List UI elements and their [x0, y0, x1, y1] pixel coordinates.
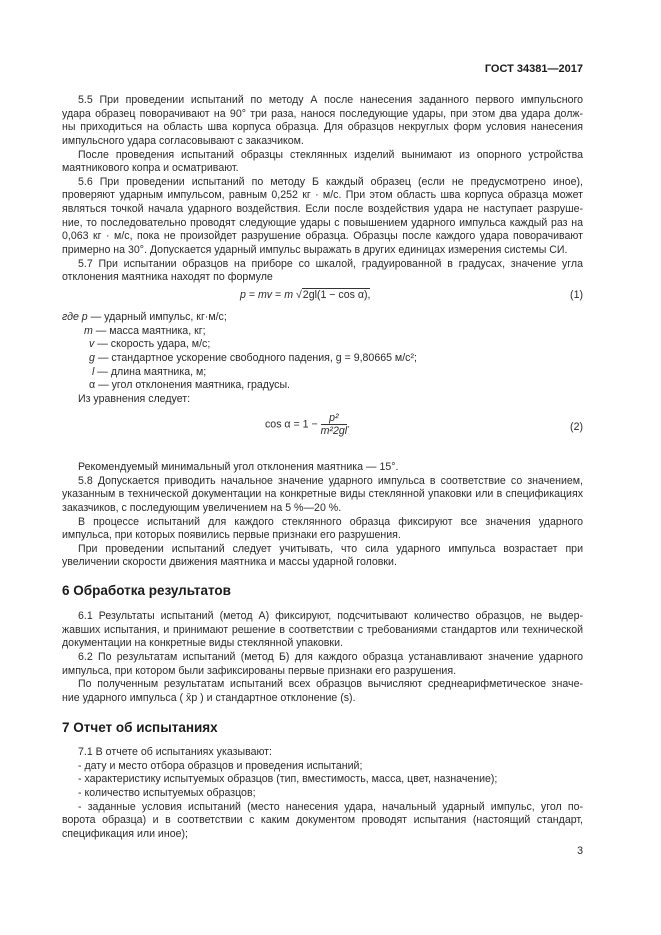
paragraph-line: примерно на 30°. Допускается ударный импульс выражать в других единицах измерения системы СИ. [62, 244, 568, 257]
paragraph-line: импульса, при которых появились первые признаки его разрушения. [62, 529, 401, 542]
paragraph-line: Рекомендуемый минимальный угол отклонения маятника — 15°. [78, 461, 399, 473]
formula-1 [62, 289, 583, 309]
formula-1-radicand: 2gl(1 − cos α), [302, 289, 371, 301]
legend-symbol: где p [62, 311, 88, 323]
paragraph-line: отклонения маятника находят по формуле [62, 271, 273, 284]
legend-symbol: α [89, 379, 96, 392]
legend-text: — длина маятника, м; [94, 365, 207, 378]
formula-1-mv: mv [257, 289, 273, 301]
formula-2-number: (2) [570, 421, 583, 433]
legend-text: — стандартное ускорение свободного падения, g = 9,80665 м/с²; [94, 351, 417, 364]
legend-text: — масса маятника, кг; [92, 324, 206, 337]
paragraph-line: 5.6 При проведении испытаний по методу Б каждый образец (если не предусмотрено иное), [78, 175, 583, 188]
formula-1-m: m [284, 289, 296, 301]
formula-2-denominator: m²2gl [320, 425, 348, 437]
page-number: 3 [577, 845, 583, 857]
paragraph-line: являться точкой начала ударного воздействия. Если после воздействия удара не наступает разруше- [62, 203, 583, 216]
legend-item [62, 366, 417, 380]
legend-item [62, 311, 417, 325]
legend-item [62, 338, 417, 352]
paragraph-line: импульсного удара согласовывают с заказчиком. [62, 134, 304, 147]
document-id-header: ГОСТ 34381—2017 [484, 63, 583, 75]
formula-2-period: . [347, 418, 351, 431]
paragraph-line: - характеристику испытуемых образцов (тип, вместимость, масса, цвет, назначение); [78, 773, 498, 786]
paragraph-line: маятникового копра и осматривают. [62, 162, 239, 175]
paragraph-line: жавших испытания, и принимают решение в соответствии с требованиями стандартов или технической [62, 623, 583, 636]
sqrt-sign: √ [295, 289, 302, 301]
paragraph-line: ние, то последовательно проводят следующие удары с повышением ударного импульса каждый раз на [62, 216, 583, 229]
paragraph-line: По полученным результатам испытаний всех образцов вычисляют среднеарифметическое значе- [78, 678, 583, 691]
paragraph-line: заказчиков, с последующим увеличением на 5 %—20 %. [62, 501, 342, 514]
paragraph-line: 6.1 Результаты испытаний (метод А) фиксируют, подсчитывают количество образцов, не выдер- [78, 610, 583, 622]
paragraph-line: - количество испытуемых образцов; [78, 786, 256, 799]
paragraph-line: удара образец поворачивают на 90° три раза, нанося последующие удары, при этом два удара долж- [62, 107, 583, 120]
paragraph-line: - дату и место отбора образцов и проведения испытаний; [78, 759, 363, 772]
symbol-legend [62, 311, 417, 406]
legend-item [62, 379, 417, 393]
legend-text: — ударный импульс, кг·м/с; [87, 311, 227, 323]
text-group-a [62, 94, 583, 285]
paragraph-line: импульса, при котором были зафиксированы первые признаки его разрушения. [62, 664, 457, 677]
formula-2 [62, 412, 583, 446]
legend-item [62, 352, 417, 366]
legend-symbol: m [84, 324, 93, 337]
paragraph-line: 7.1 В отчете об испытаниях указывают: [78, 746, 272, 758]
paragraph-line: В процессе испытаний для каждого стеклянного образца фиксируют все значения ударного [78, 515, 583, 528]
paragraph-line: спецификация или иное); [62, 827, 188, 840]
paragraph-line: проверяют ударным импульсом, равным 0,252 кг · м/с. При этом область шва корпуса образца может [62, 189, 583, 202]
text-group-b [62, 461, 583, 570]
paragraph-line: увеличении скорости движения маятника и массы ударной головки. [62, 556, 397, 569]
section-6-heading: 6 Обработка результатов [62, 583, 231, 598]
section-7-body [62, 746, 583, 841]
formula-2-lhs: cos α = 1 − [265, 418, 321, 431]
paragraph-line: 5.7 При испытании образцов на приборе со шкалой, градуированной в градусах, значение угла [78, 257, 583, 270]
formula-1-number: (1) [570, 289, 583, 301]
paragraph-line: указанным в технической документации на конкретные виды стеклянной упаковки или в спецификациях [62, 488, 583, 501]
paragraph-line: При проведении испытаний следует учитывать, что сила ударного импульса возрастает при [78, 542, 583, 555]
legend-text: — угол отклонения маятника, градусы. [95, 379, 291, 392]
section-7-heading: 7 Отчет об испытаниях [62, 720, 218, 735]
formula-1-lhs: p [240, 289, 246, 301]
section-6-body [62, 610, 583, 705]
formula-2-numerator: p² [321, 412, 348, 425]
paragraph-line: После проведения испытаний образцы стеклянных изделий вынимают из опорного устройства [78, 148, 583, 161]
paragraph-line: ворота образца) и в соответствии с каким документом проводят испытания (настоящий стандарт, [62, 814, 583, 827]
formula-2-fraction [320, 412, 351, 437]
paragraph-line: документации на конкретные виды стеклянной упаковки. [62, 637, 343, 650]
equals: = [245, 289, 258, 301]
paragraph-line: 0,063 кг · м/с, пока не произойдет разрушение образца. Образцы после каждого удара поворачивают [62, 230, 583, 243]
legend-item [62, 325, 417, 339]
paragraph-line: 5.8 Допускается приводить начальное значение ударного импульса в соответствие со значением, [78, 474, 583, 487]
paragraph-line: ны приходиться на область шва корпуса образца. Для образцов некруглых форм условия нанесения [62, 121, 583, 134]
from-equation-text: Из уравнения следует: [78, 392, 191, 405]
legend-text: — скорость удара, м/с; [94, 338, 211, 351]
legend-symbol: g [89, 351, 95, 364]
paragraph-line: - заданные условия испытаний (место нанесения удара, начальный ударный импульс, угол по- [78, 800, 583, 813]
legend-symbol: l [92, 365, 95, 378]
paragraph-line: ние ударного импульса ( x̄p ) и стандартное отклонение (s). [62, 691, 356, 704]
paragraph-line: 5.5 При проведении испытаний по методу А после нанесения заданного первого импульсного [78, 94, 583, 106]
legend-symbol: v [89, 338, 95, 351]
paragraph-line: 6.2 По результатам испытаний (метод Б) для каждого образца устанавливают значение ударного [78, 650, 583, 663]
equals: = [272, 289, 285, 301]
